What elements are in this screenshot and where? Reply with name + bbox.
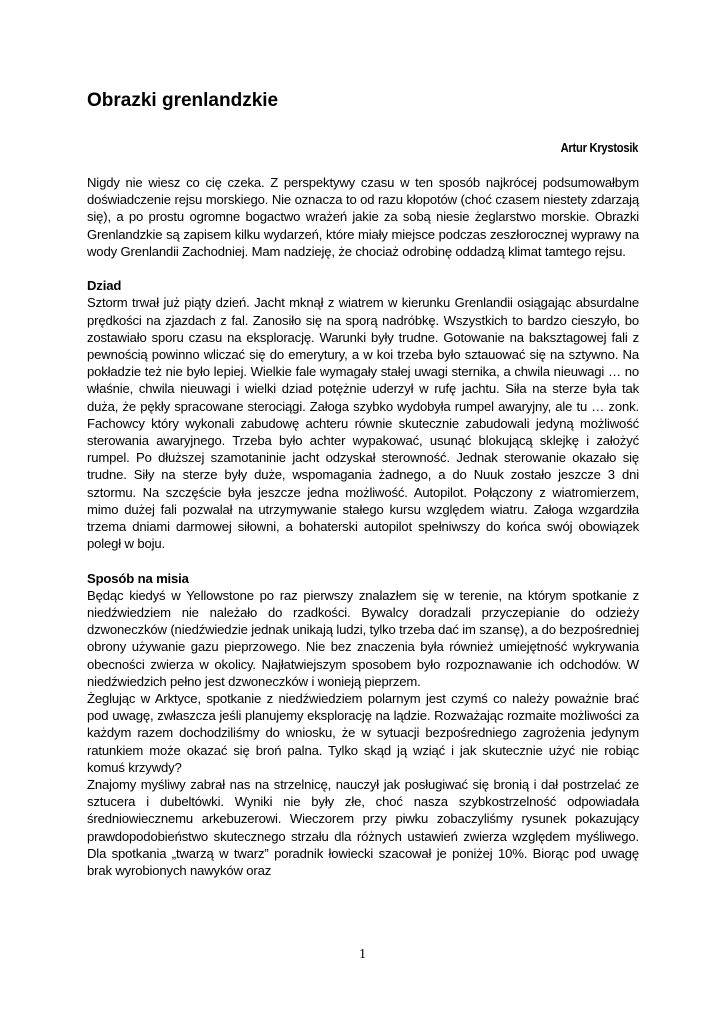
section-paragraph: Będąc kiedyś w Yellowstone po raz pierwszy znalazłem się w terenie, na którym spotkanie z niedźwiedziem nie należało do rzadkości. Bywalcy doradzali przyczepianie do odzieży dzwoneczków (niedźwiedzie jednak unikają ludzi, tylko trzeba dać im szansę), a do bezpośredniej obrony używanie gazu pieprzowego. Nie bez znaczenia była również umiejętność wykrywania obecności zwierza w okolicy. Najłatwiejszym sposobem było rozpoznawanie ich odchodów. W niedźwiedzich pełno jest dzwoneczków i wonieją pieprzem. bbox=[87, 587, 639, 689]
section-heading: Sposób na misia bbox=[87, 570, 189, 586]
article-body bbox=[87, 174, 639, 879]
section-heading: Dziad bbox=[87, 278, 122, 294]
page-number: 1 bbox=[359, 947, 366, 962]
section-paragraph: Żeglując w Arktyce, spotkanie z niedźwiedziem polarnym jest czymś co należy poważnie brać pod uwagę, zwłaszcza jeśli planujemy eksplorację na lądzie. Rozważając rozmaite możliwości za każdym razem dochodziliśmy do wniosku, że w sytuacji bezpośredniego zagrożenia jedynym ratunkiem może okazać się broń palna. Tylko skąd ją wziąć i jak skutecznie użyć nie robiąc komuś krzywdy? bbox=[87, 691, 639, 775]
section-paragraph: Znajomy myśliwy zabrał nas na strzelnicę, nauczył jak posługiwać się bronią i dał postrzelać ze sztucera i dubeltówki. Wyniki nie były złe, choć nasza szybkostrzelność odpowiadała średniowiecznemu arkebuzerowi. Wieczorem przy piwku zobaczyliśmy rysunek pokazujący prawdopodobieństwo skutecznego strzału dla różnych ustawień zwierza względem myśliwego. Dla spotkania „twarzą w twarz” poradnik łowiecki szacował je poniżej 10%. Biorąc pod uwagę brak wyrobionych nawyków oraz bbox=[87, 777, 639, 879]
intro-paragraph: Nigdy nie wiesz co cię czeka. Z perspektywy czasu w ten sposób najkrócej podsumowałbym doświadczenie rejsu morskiego. Nie oznacza to od razu kłopotów (choć czasem niestety zdarzają się), a po prostu ogromne bogactwo wrażeń jakie za sobą niesie żeglarstwo morskie. Obrazki Grenlandzkie są zapisem kilku wydarzeń, które miały miejsce podczas zeszłorocznej wyprawy na wody Grenlandii Zachodniej. Mam nadzieję, że chociaż odrobinę oddadzą klimat tamtego rejsu. bbox=[87, 175, 639, 259]
document-title: Obrazki grenlandzkie bbox=[87, 90, 279, 111]
author-name: Artur Krystosik bbox=[560, 140, 638, 155]
section-paragraph: Sztorm trwał już piąty dzień. Jacht mknął z wiatrem w kierunku Grenlandii osiągając absurdalne prędkości na zjazdach z fal. Zanosiło się na sporą nadróbkę. Wszystkich to bardzo cieszyło, bo zostawiało sporu czasu na eksplorację. Warunki były trudne. Gotowanie na baksztagowej fali z pewnością powinno wliczać się do emerytury, a w koi trzeba było sztauować się na sztywno. Na pokładzie też nie było lepiej. Wielkie fale wymagały stałej uwagi sternika, a chwila nieuwagi … no właśnie, chwila nieuwagi i wielki dziad potężnie uderzył w rufę jachtu. Siła na sterze była tak duża, że pękły spracowane sterociągi. Załoga szybko wydobyła rumpel awaryjny, ale tu … zonk. Fachowcy który wykonali zabudowę achteru równie skutecznie zabudowali jedyną możliwość sterowania awaryjnego. Trzeba było achter wypakować, usunąć blokującą sklejkę i założyć rumpel. Po dłuższej szamotaninie jacht odzyskał sterowność. Jednak sterowanie okazało się trudne. Siły na sterze były duże, wspomagania żadnego, a do Nuuk zostało jeszcze 3 dni sztormu. Na szczęście była jeszcze jedna możliwość. Autopilot. Połączony z wiatromierzem, mimo dużej fali pozwalał na utrzymywanie stałego kursu względem wiatru. Załoga wzgardziła trzema dniami darmowej siłowni, a bohaterski autopilot spełniwszy do końca swój obowiązek poległ w boju. bbox=[87, 295, 639, 552]
